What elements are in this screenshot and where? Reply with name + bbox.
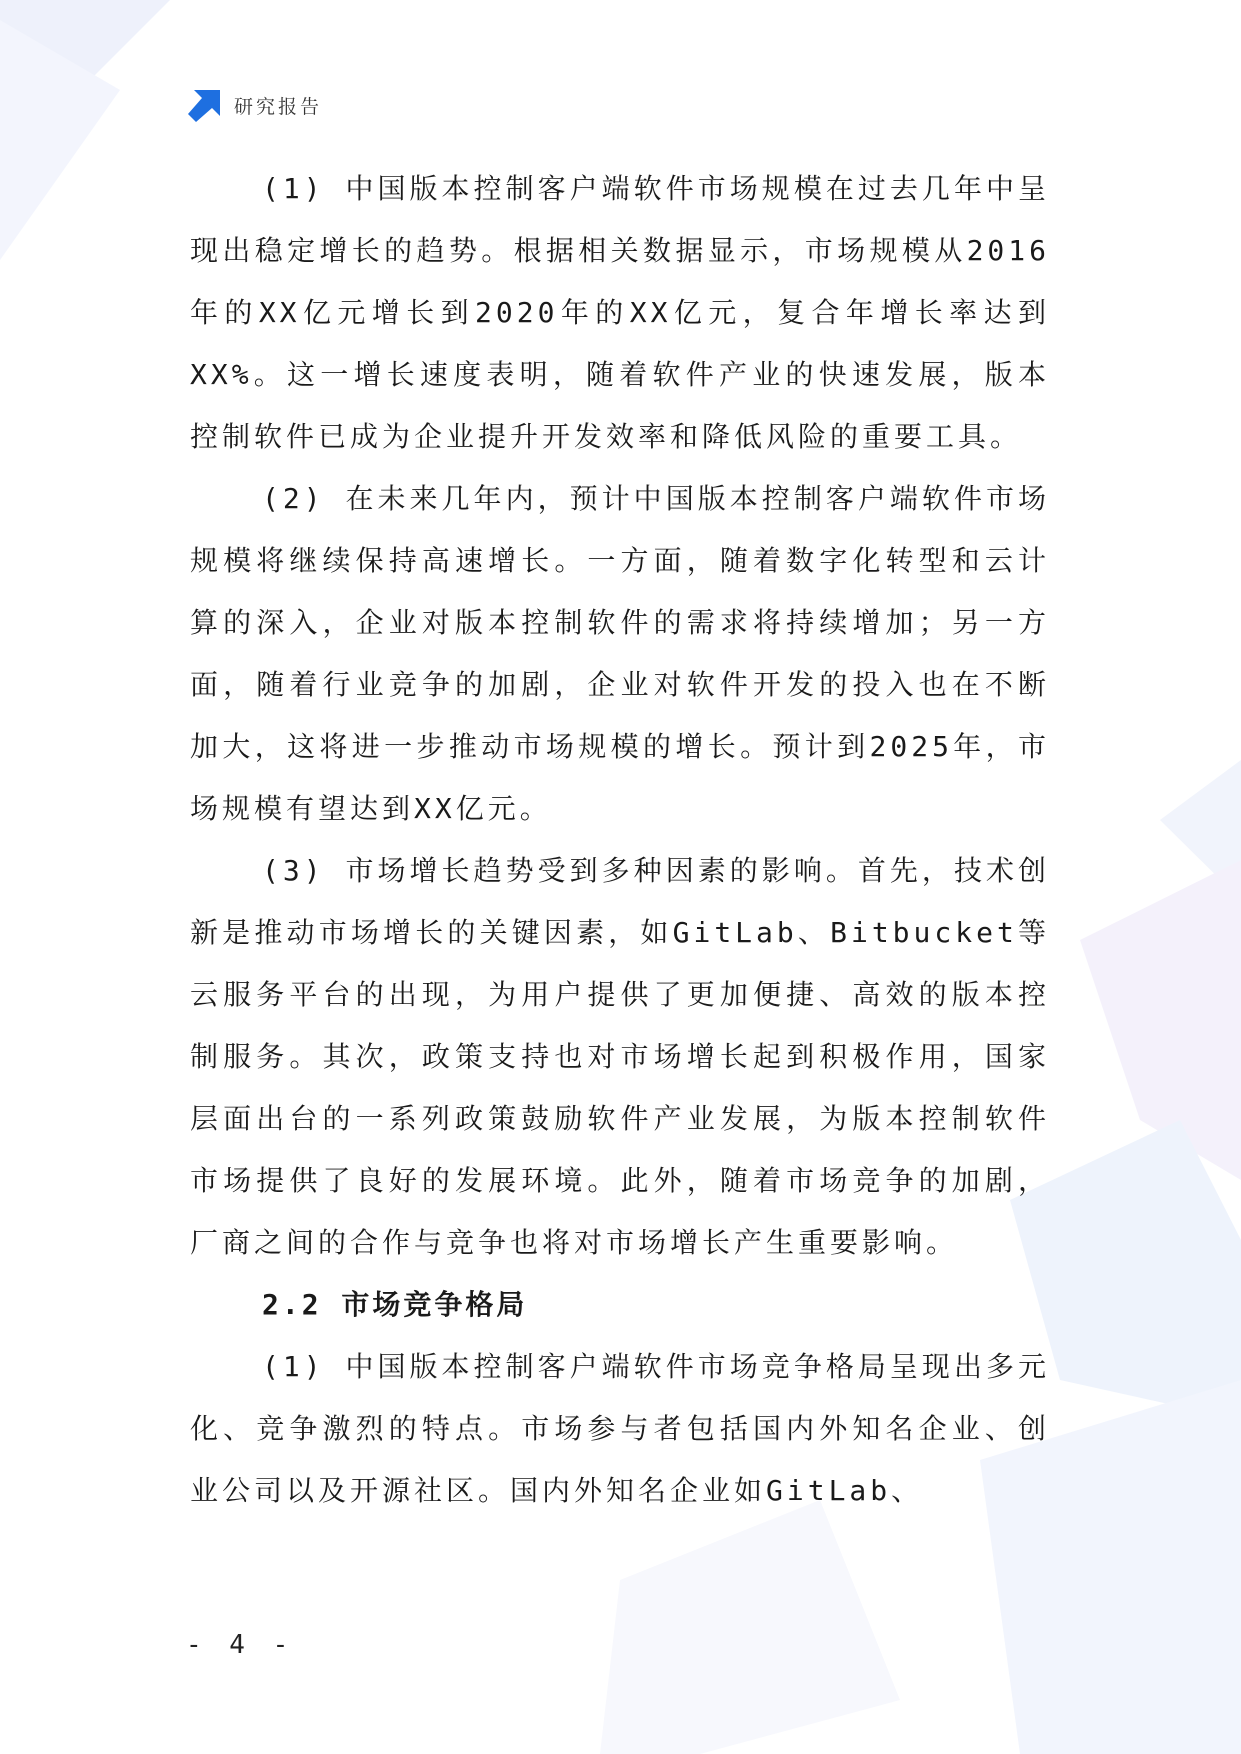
document-body xyxy=(190,158,1050,1522)
section-paragraph-1: (1) 中国版本控制客户端软件市场竞争格局呈现出多元化、竞争激烈的特点。市场参与者包括国内外知名企业、创业公司以及开源社区。国内外知名企业如GitLab、 xyxy=(190,1350,1050,1507)
document-header xyxy=(188,88,322,122)
paragraph-1: (1) 中国版本控制客户端软件市场规模在过去几年中呈现出稳定增长的趋势。根据相关数据显示，市场规模从2016年的XX亿元增长到2020年的XX亿元，复合年增长率达到XX%。这一增长速度表明，随着软件产业的快速发展，版本控制软件已成为企业提升开发效率和降低风险的重要工具。 xyxy=(190,172,1050,453)
section-heading: 2.2 市场竞争格局 xyxy=(262,1288,528,1321)
page-number: - 4 - xyxy=(186,1630,295,1660)
bg-shape-bottom-mid xyxy=(600,1500,900,1754)
diagonal-arrow-logo-icon xyxy=(188,88,222,122)
paragraph-3: (3) 市场增长趋势受到多种因素的影响。首先，技术创新是推动市场增长的关键因素，如GitLab、Bitbucket等云服务平台的出现，为用户提供了更加便捷、高效的版本控制服务。其次，政策支持也对市场增长起到积极作用，国家层面出台的一系列政策鼓励软件产业发展，为版本控制软件市场提供了良好的发展环境。此外，随着市场竞争的加剧，厂商之间的合作与竞争也将对市场增长产生重要影响。 xyxy=(190,854,1050,1259)
paragraph-2: (2) 在未来几年内，预计中国版本控制客户端软件市场规模将继续保持高速增长。一方面，随着数字化转型和云计算的深入，企业对版本控制软件的需求将持续增加；另一方面，随着行业竞争的加剧，企业对软件开发的投入也在不断加大，这将进一步推动市场规模的增长。预计到2025年，市场规模有望达到XX亿元。 xyxy=(190,482,1050,825)
header-title: 研究报告 xyxy=(234,95,323,118)
